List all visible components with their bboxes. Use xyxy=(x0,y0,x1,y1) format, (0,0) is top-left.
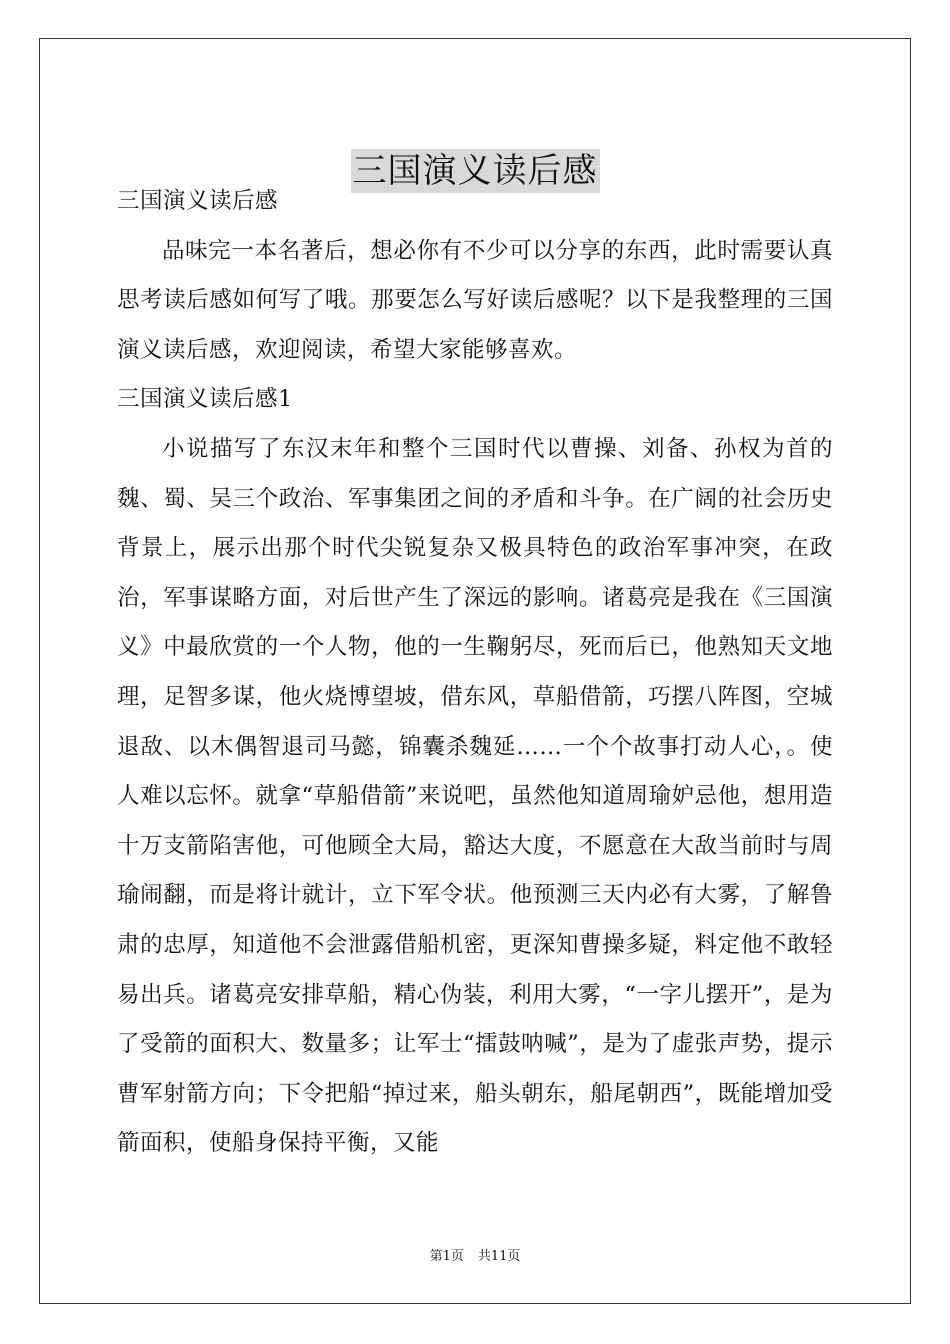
document-body xyxy=(117,177,833,1169)
page-footer xyxy=(0,1248,950,1266)
body-paragraph: 小说描写了东汉末年和整个三国时代以曹操、刘备、孙权为首的魏、蜀、吴三个政治、军事集团之间的矛盾和斗争。在广阔的社会历史背景上，展示出那个时代尖锐复杂又极具特色的政治军事冲突，在政治，军事谋略方面，对后世产生了深远的影响。诸葛亮是我在《三国演义》中最欣赏的一个人物，他的一生鞠躬尽，死而后已，他熟知天文地理，足智多谋，他火烧博望坡，借东风，草船借箭，巧摆八阵图，空城退敌、以木偶智退司马懿，锦囊杀魏延……一个个故事打动人心，。使人难以忘怀。就拿“草船借箭”来说吧，虽然他知道周瑜妒忌他，想用造十万支箭陷害他，可他顾全大局，豁达大度，不愿意在大敌当前时与周瑜闹翻，而是将计就计，立下军令状。他预测三天内必有大雾，了解鲁肃的忠厚，知道他不会泄露借船机密，更深知曹操多疑，料定他不敢轻易出兵。诸葛亮安排草船，精心伪装，利用大雾，“一字儿摆开”，是为了受箭的面积大、数量多；让军士“擂鼓呐喊”，是为了虚张声势，提示曹军射箭方向；下令把船“掉过来，船头朝东，船尾朝西”，既能增加受箭面积，使船身保持平衡，又能 xyxy=(117,435,833,1157)
page-total: 共11页 xyxy=(477,1249,521,1264)
page-number: 第1页 xyxy=(429,1249,464,1264)
section-heading: 三国演义读后感 xyxy=(117,188,279,214)
section-heading: 三国演义读后感1 xyxy=(117,386,293,413)
intro-paragraph: 品味完一本名著后，想必你有不少可以分享的东西，此时需要认真思考读后感如何写了哦。那要怎么写好读后感呢？以下是我整理的三国演义读后感，欢迎阅读，希望大家能够喜欢。 xyxy=(117,237,833,363)
document-title: 三国演义读后感 xyxy=(352,150,598,191)
